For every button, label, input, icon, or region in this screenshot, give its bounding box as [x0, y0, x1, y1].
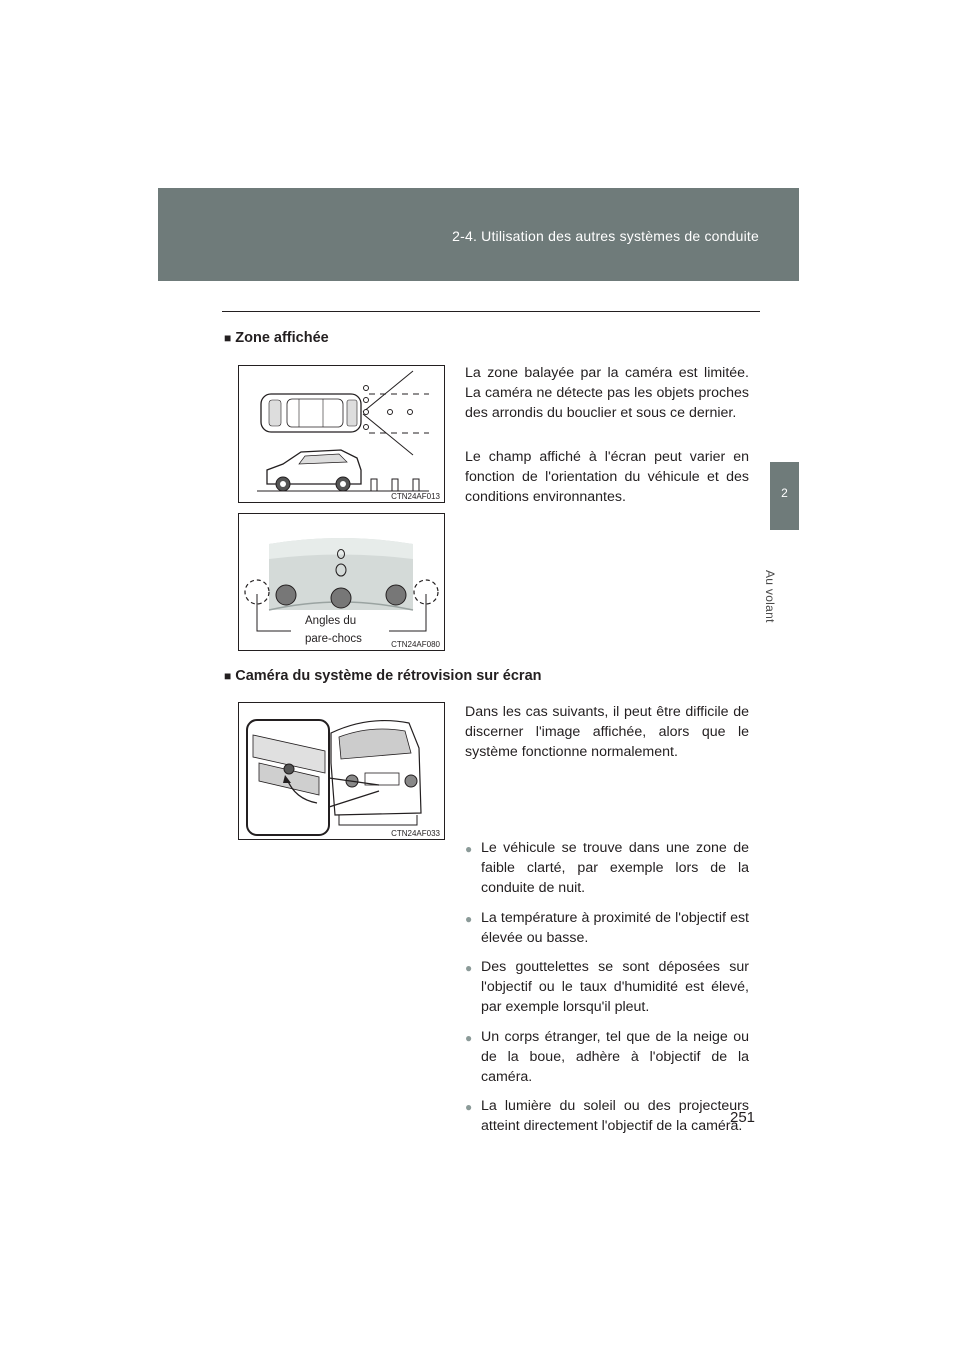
list-item [465, 1027, 749, 1088]
list-item [465, 908, 749, 948]
square-bullet-icon: ■ [224, 331, 232, 345]
list-item-text: La lumière du soleil ou des projecteurs atteint directement l'objectif de la caméra. [481, 1098, 749, 1135]
list-item [465, 957, 749, 1018]
chapter-number: 2 [781, 486, 788, 500]
chapter-tab [770, 462, 799, 530]
figure1-code: CTN24AF013 [391, 492, 440, 501]
header-band [158, 188, 799, 281]
list-item-text: Un corps étranger, tel que de la neige ou de la boue, adhère à l'objectif de la caméra. [481, 1028, 749, 1086]
section-heading-camera [224, 668, 542, 684]
bullet-dot-icon: ● [465, 961, 473, 976]
figure-screen-view [238, 513, 445, 651]
camera-intro-paragraph: Dans les cas suivants, il peut être difficile de discerner l'image affichée, alors que le système fonctionne normalement. [465, 704, 749, 761]
section-heading-zone [224, 330, 329, 346]
car-top-side-illustration [239, 366, 444, 502]
section-heading-text: Zone affichée [235, 330, 329, 346]
zone-paragraph-2: Le champ affiché à l'écran peut varier en fonction de l'orientation du véhicule et des conditions environnantes. [465, 449, 749, 506]
rear-camera-illustration [239, 703, 444, 839]
page-number: 251 [730, 1109, 756, 1126]
section-title: 2-4. Utilisation des autres systèmes de conduite [452, 228, 759, 244]
conditions-list [465, 838, 749, 1146]
figure2-code: CTN24AF080 [391, 640, 440, 649]
bumper-angles-label [305, 612, 362, 648]
square-bullet-icon: ■ [224, 669, 232, 683]
figure-camera-location [238, 702, 445, 840]
bullet-dot-icon: ● [465, 842, 473, 856]
chapter-label: Au volant [763, 570, 777, 623]
list-item [465, 1096, 749, 1136]
header-rule [222, 311, 760, 312]
zone-paragraph-1: La zone balayée par la caméra est limitée. La caméra ne détecte pas les objets proches des arrondis du bouclier et sous ce dernier. [465, 365, 749, 422]
bumper-label-line1: Angles du [305, 615, 357, 627]
list-item-text: Des gouttelettes se sont déposées sur l'objectif ou le taux d'humidité est élevé, par exemple lorsqu'il pleut. [481, 959, 749, 1016]
list-item-text: Le véhicule se trouve dans une zone de faible clarté, par exemple lors de la conduite de nuit. [481, 840, 749, 897]
bullet-dot-icon: ● [465, 1030, 473, 1045]
section-heading-text: Caméra du système de rétrovision sur écran [235, 668, 542, 684]
bullet-dot-icon: ● [465, 1100, 473, 1115]
figure-camera-range [238, 365, 445, 503]
figure3-code: CTN24AF033 [391, 829, 440, 838]
bullet-dot-icon: ● [465, 911, 473, 926]
list-item-text: La température à proximité de l'objectif est élevée ou basse. [481, 909, 749, 946]
list-item [465, 838, 749, 899]
bumper-label-line2: pare-chocs [305, 633, 362, 645]
